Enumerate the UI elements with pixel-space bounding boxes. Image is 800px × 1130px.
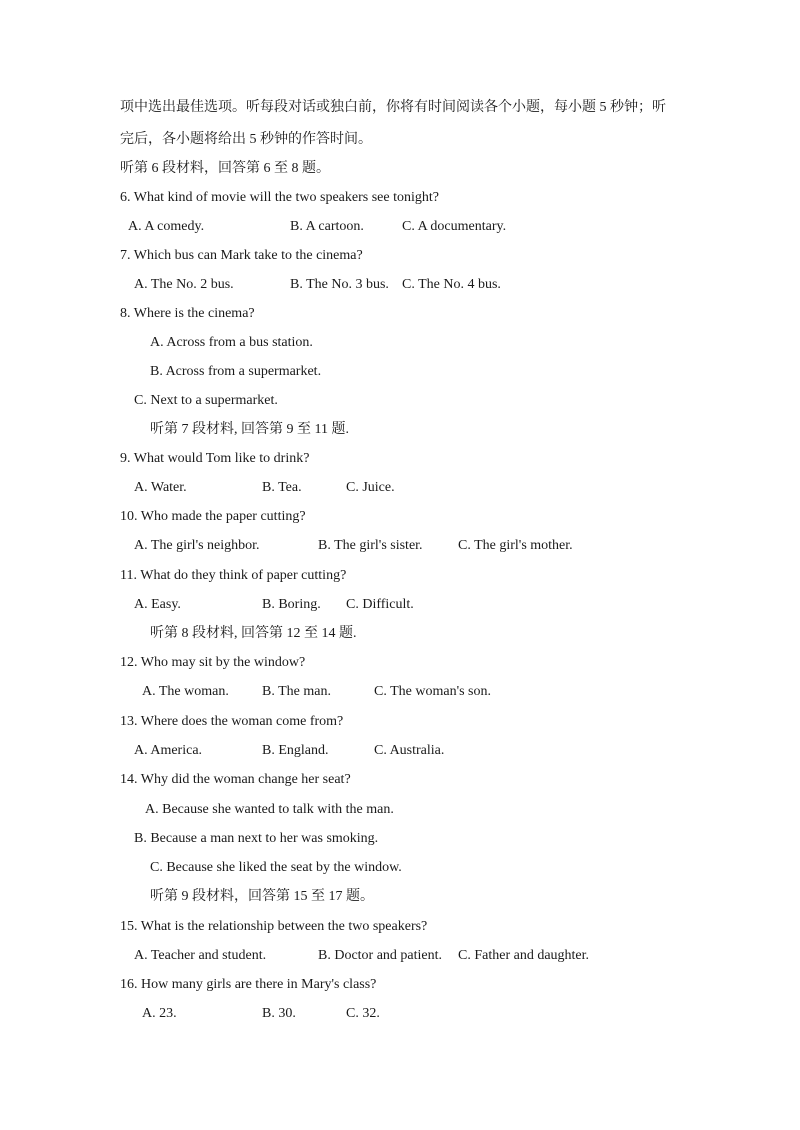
section-8-heading: 听第 8 段材料, 回答第 12 至 14 题. [150,626,357,641]
question-8-stem: 8. Where is the cinema? [120,306,255,321]
question-11-stem: 11. What do they think of paper cutting? [120,568,347,583]
question-8-option-c: C. Next to a supermarket. [134,393,278,408]
question-10-option-a: A. The girl's neighbor. [134,538,260,553]
question-13-option-b: B. England. [262,743,329,758]
question-13-option-a: A. America. [134,743,203,758]
question-16-option-c: C. 32. [346,1006,380,1021]
question-11-option-a: A. Easy. [134,597,181,612]
question-14-option-b: B. Because a man next to her was smoking. [134,831,379,846]
question-6-option-c: C. A documentary. [402,219,507,234]
question-13-option-c: C. Australia. [374,743,445,758]
question-12-option-a: A. The woman. [142,684,229,699]
question-15-option-b: B. Doctor and patient. [318,948,443,963]
question-9-option-b: B. Tea. [262,480,302,495]
question-6-stem: 6. What kind of movie will the two speakers see tonight? [120,190,439,205]
question-14-stem: 14. Why did the woman change her seat? [120,772,351,787]
question-15-option-a: A. Teacher and student. [134,948,267,963]
question-12-stem: 12. Who may sit by the window? [120,655,306,670]
question-14-option-a: A. Because she wanted to talk with the man. [145,802,394,817]
question-9-stem: 9. What would Tom like to drink? [120,451,310,466]
question-8-option-a: A. Across from a bus station. [150,335,313,350]
question-7-option-a: A. The No. 2 bus. [134,277,234,292]
question-16-option-a: A. 23. [142,1006,177,1021]
question-9-option-a: A. Water. [134,480,187,495]
question-15-stem: 15. What is the relationship between the two speakers? [120,919,428,934]
intro-line-1: 项中选出最佳选项。听每段对话或独白前，你将有时间阅读各个小题，每小题 5 秒钟；听 [120,100,666,115]
section-6-heading: 听第 6 段材料，回答第 6 至 8 题。 [120,161,330,176]
question-13-stem: 13. Where does the woman come from? [120,714,344,729]
question-6-option-b: B. A cartoon. [290,219,364,234]
question-6-option-a: A. A comedy. [128,219,205,234]
question-15-option-c: C. Father and daughter. [458,948,590,963]
question-8-option-b: B. Across from a supermarket. [150,364,322,379]
question-9-option-c: C. Juice. [346,480,395,495]
question-11-option-c: C. Difficult. [346,597,414,612]
question-12-option-b: B. The man. [262,684,331,699]
question-14-option-c: C. Because she liked the seat by the window. [150,860,402,875]
question-7-stem: 7. Which bus can Mark take to the cinema? [120,248,363,263]
question-11-option-b: B. Boring. [262,597,321,612]
question-16-stem: 16. How many girls are there in Mary's class? [120,977,377,992]
intro-line-2: 完后，各小题将给出 5 秒钟的作答时间。 [120,132,372,147]
question-12-option-c: C. The woman's son. [374,684,491,699]
question-10-option-c: C. The girl's mother. [458,538,573,553]
section-9-heading: 听第 9 段材料，回答第 15 至 17 题。 [150,889,374,904]
question-16-option-b: B. 30. [262,1006,296,1021]
question-7-option-b: B. The No. 3 bus. [290,277,389,292]
question-10-option-b: B. The girl's sister. [318,538,423,553]
question-10-stem: 10. Who made the paper cutting? [120,509,306,524]
question-7-option-c: C. The No. 4 bus. [402,277,501,292]
section-7-heading: 听第 7 段材料, 回答第 9 至 11 题. [150,422,349,437]
